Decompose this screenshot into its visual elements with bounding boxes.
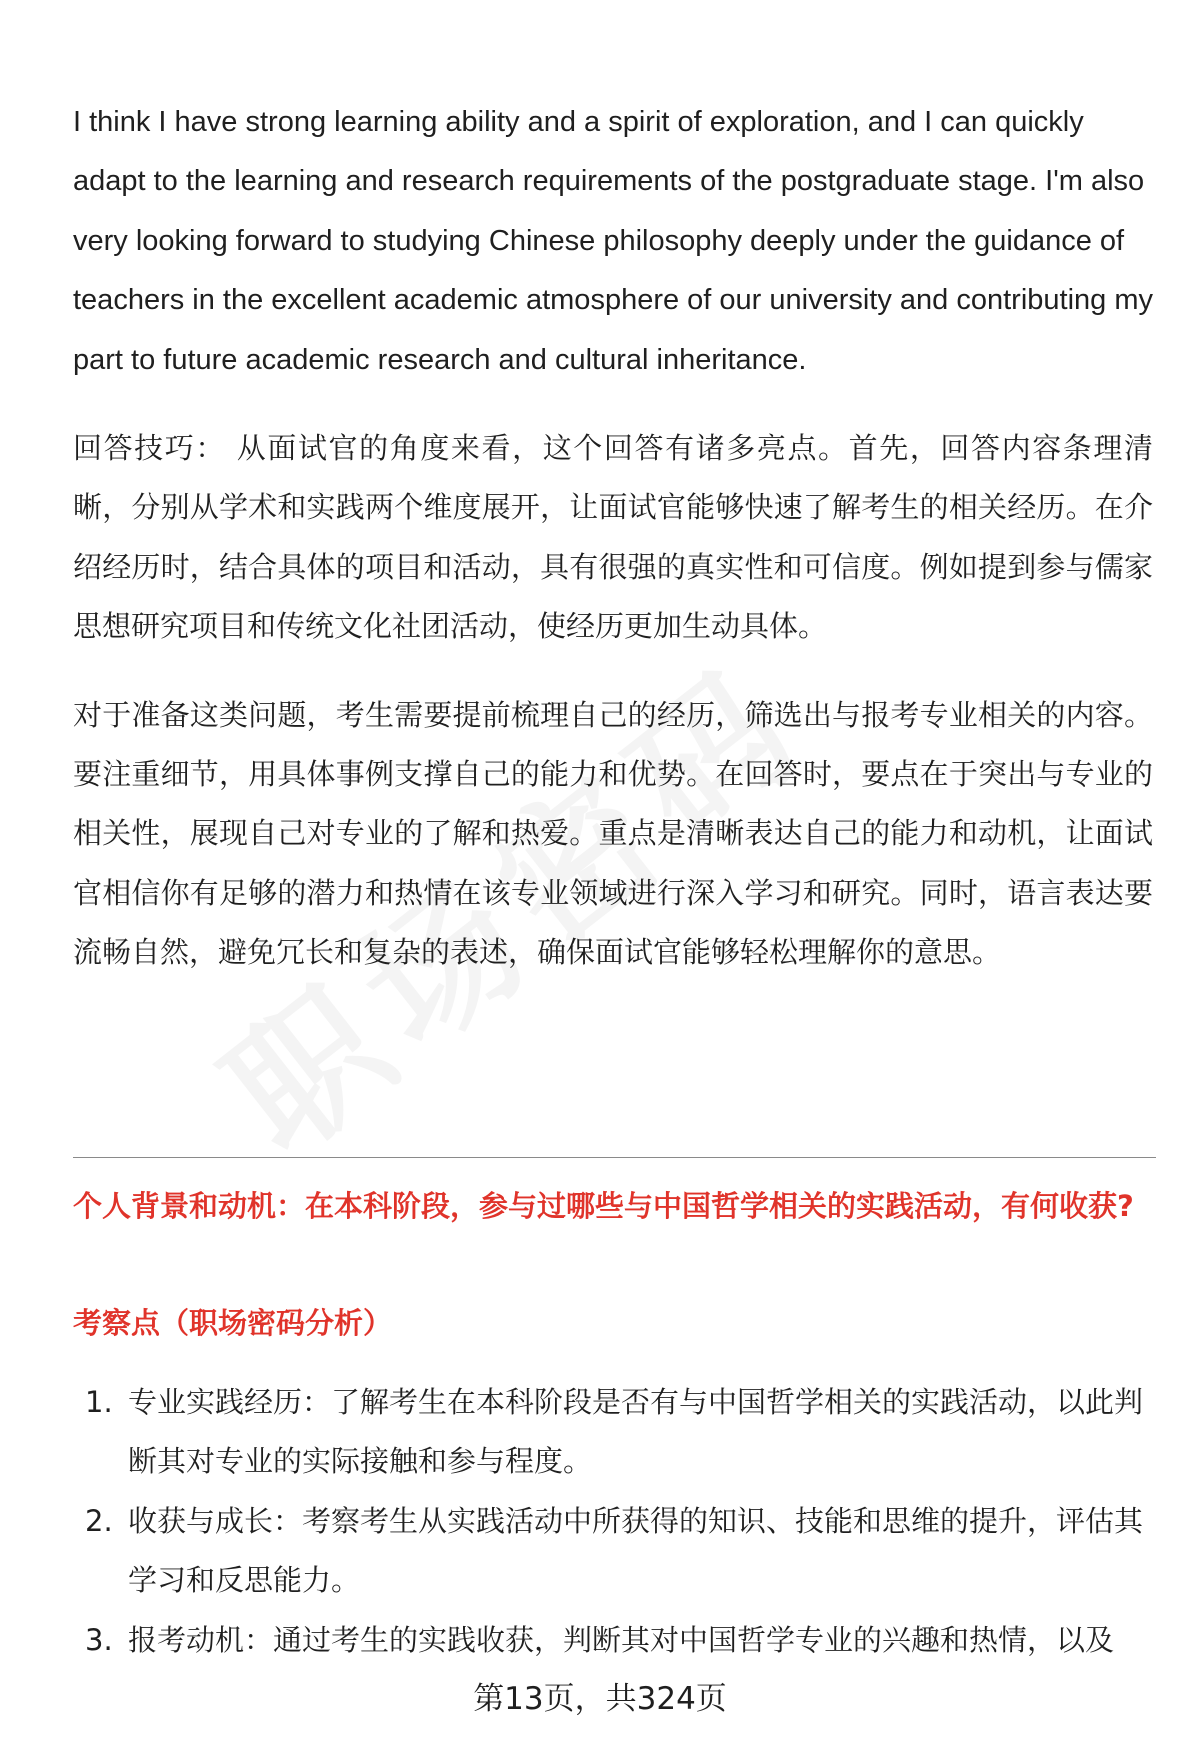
analysis-heading: 考察点（职场密码分析） <box>73 1306 393 1340</box>
list-item-number: 1. <box>85 1385 113 1419</box>
preparation-advice-paragraph: 对于准备这类问题，考生需要提前梳理自己的经历，筛选出与报考专业相关的内容。要注重细节，用具体事例支撑自己的能力和优势。在回答时，要点在于突出与专业的相关性，展现自己对专业的了解和热爱。重点是清晰表达自己的能力和动机，让面试官相信你有足够的潜力和热情在该专业领域进行深入学习和研究。同时，语言表达要流畅自然，避免冗长和复杂的表述，确保面试官能够轻松理解你的意思。 <box>73 697 1153 970</box>
section-divider <box>73 1157 1156 1158</box>
list-item <box>73 1611 1153 1670</box>
answer-english-paragraph: I think I have strong learning ability and a spirit of exploration, and I can quickly adapt to the learning and research requirements of the postgraduate stage. I'm also very looking forward to studying Chinese philosophy deeply under the guidance of teachers in the excellent academic atmosphere of our university and contributing my part to future academic research and cultural inheritance. <box>73 106 1154 376</box>
list-item <box>73 1373 1153 1492</box>
analysis-points-list <box>73 1373 1153 1670</box>
body-content <box>73 93 1153 983</box>
list-item-text: 专业实践经历：了解考生在本科阶段是否有与中国哲学相关的实践活动，以此判断其对专业的实际接触和参与程度。 <box>128 1385 1144 1479</box>
answer-tips-paragraph: 回答技巧： 从面试官的角度来看，这个回答有诸多亮点。首先，回答内容条理清晰，分别从学术和实践两个维度展开，让面试官能够快速了解考生的相关经历。在介绍经历时，结合具体的项目和活动，具有很强的真实性和可信度。例如提到参与儒家思想研究项目和传统文化社团活动，使经历更加生动具体。 <box>73 431 1153 644</box>
page-number-footer: 第13页，共324页 <box>473 1681 727 1717</box>
question-heading: 个人背景和动机：在本科阶段，参与过哪些与中国哲学相关的实践活动，有何收获? <box>73 1189 1134 1223</box>
list-item-text: 报考动机：通过考生的实践收获，判断其对中国哲学专业的兴趣和热情，以及 <box>128 1622 1115 1657</box>
list-item-number: 2. <box>85 1503 113 1538</box>
list-item <box>73 1492 1153 1611</box>
list-item-text: 收获与成长：考察考生从实践活动中所获得的知识、技能和思维的提升，评估其学习和反思能力。 <box>128 1503 1144 1598</box>
list-item-number: 3. <box>85 1622 113 1657</box>
